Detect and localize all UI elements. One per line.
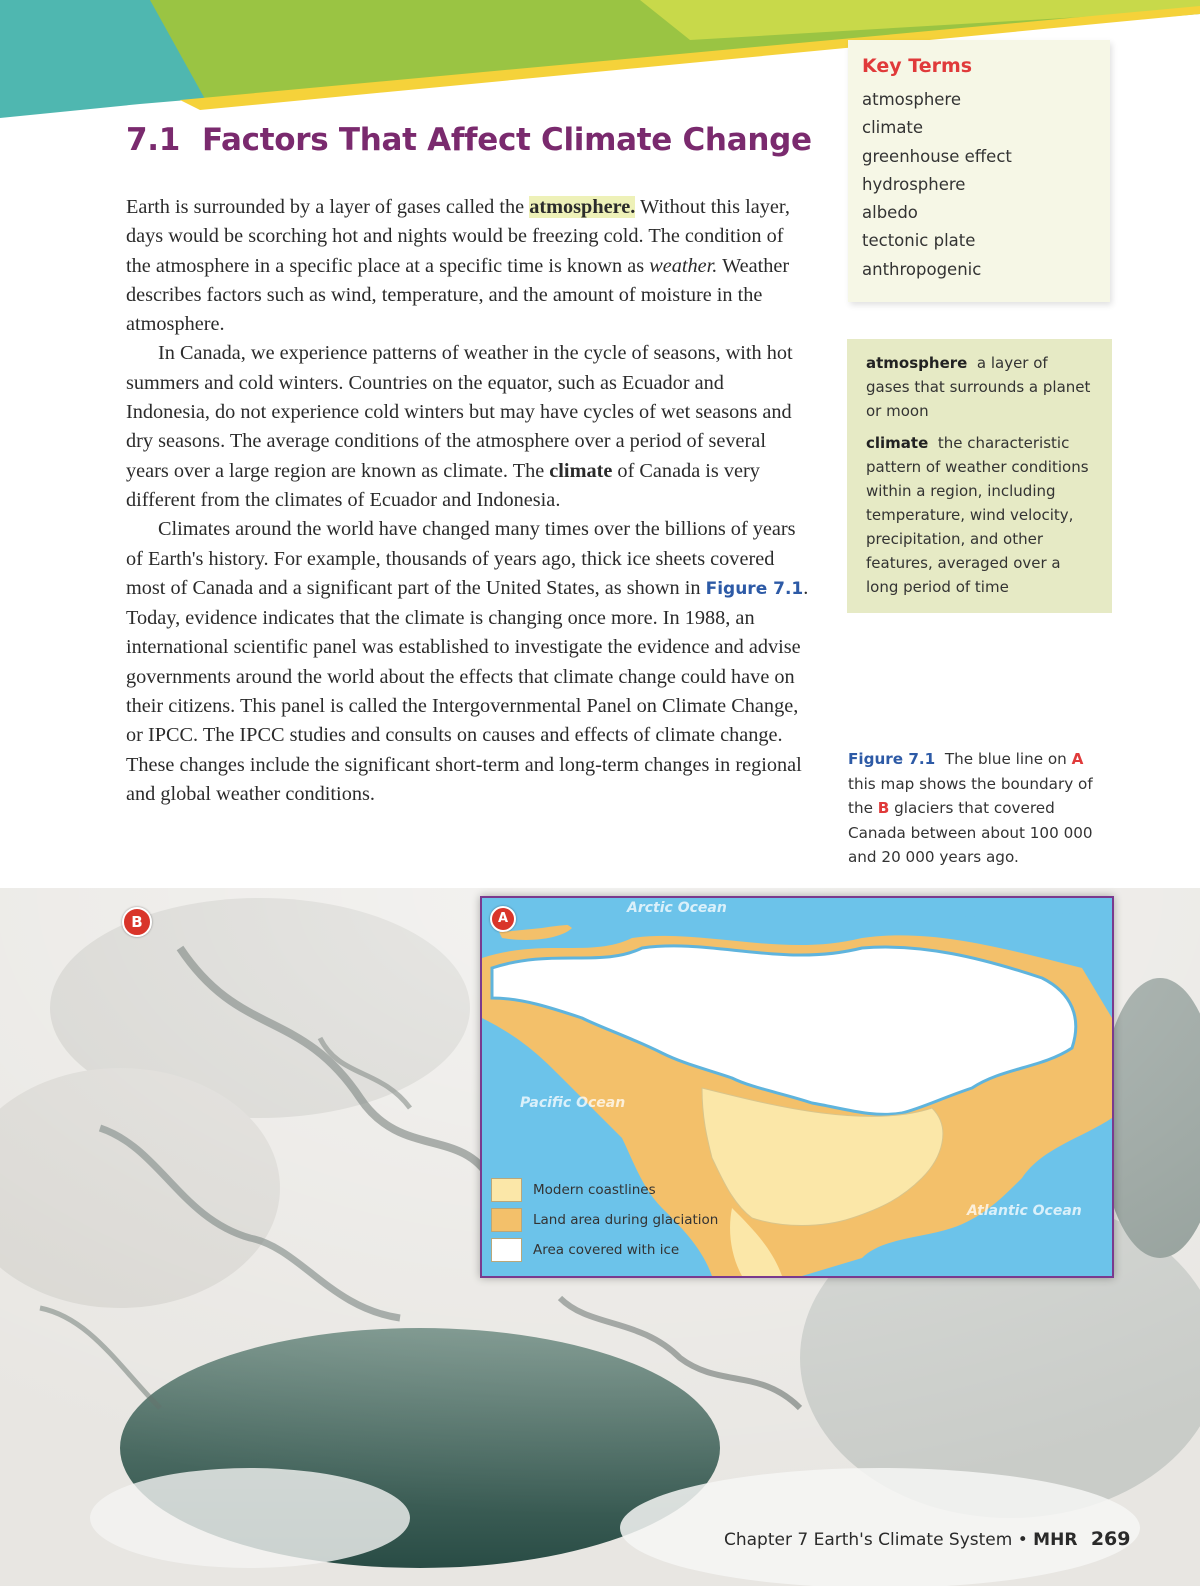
- glossary-box: [847, 339, 1112, 613]
- key-term-item: climate: [862, 118, 924, 138]
- key-terms-list: [862, 86, 1012, 284]
- text-run: . Today, evidence indicates that the climate is changing once more. In 1988, an international scientific panel was established to investigate the evidence and advise governments around the world about the effects that climate change could have on their citizens. This panel is called the Intergovernmental Panel on Climate Change, or IPCC. The IPCC studies and consults on causes and effects of climate change. These changes include the significant short-term and long-term changes in regional and global weather conditions.: [126, 576, 809, 805]
- legend-swatch: [491, 1238, 522, 1262]
- key-term-item: tectonic plate: [862, 231, 976, 251]
- page-number: 269: [1090, 1528, 1131, 1550]
- legend-label: Area covered with ice: [533, 1242, 680, 1258]
- body-text: [126, 193, 811, 809]
- legend-swatch: [491, 1178, 522, 1202]
- legend-item: [491, 1175, 718, 1205]
- section-heading: Factors That Affect Climate Change: [202, 122, 812, 158]
- glossary-entry: [866, 351, 1094, 423]
- section-number: 7.1: [126, 122, 181, 158]
- key-term-item: anthropogenic: [862, 259, 982, 279]
- glossary-term: climate: [866, 434, 929, 452]
- text-run: of Canada is very different from the climates of Ecuador and Indonesia.: [126, 459, 760, 511]
- paragraph-1: [126, 193, 811, 339]
- keyword-climate: climate: [549, 459, 613, 482]
- caption-ref-a: A: [1071, 750, 1084, 768]
- figure-reference-link[interactable]: Figure 7.1: [705, 578, 804, 599]
- marker-a: A: [490, 906, 516, 932]
- figure-caption: [848, 747, 1110, 870]
- legend-item: [491, 1205, 718, 1235]
- paragraph-2: [126, 339, 811, 515]
- term-weather: weather.: [649, 254, 718, 277]
- keyword-atmosphere: atmosphere.: [529, 196, 636, 218]
- footer-publisher: MHR: [1033, 1530, 1078, 1550]
- glossary-entry: [866, 431, 1094, 599]
- key-term-item: albedo: [862, 203, 918, 223]
- text-run: Climates around the world have changed many times over the billions of years of Earth's history. For example, thousands of years ago, thick ice sheets covered most of Canada and a significant part of the United States, as shown in: [126, 518, 796, 599]
- label-pacific-ocean: Pacific Ocean: [520, 1095, 626, 1111]
- key-terms-box: [848, 40, 1110, 302]
- footer-chapter: Chapter 7 Earth's Climate System: [724, 1530, 1013, 1550]
- legend-item: [491, 1235, 718, 1265]
- legend-swatch: [491, 1208, 522, 1232]
- marker-b: B: [122, 907, 152, 937]
- paragraph-3: [126, 515, 811, 809]
- glossary-term: atmosphere: [866, 354, 968, 372]
- text-run: Earth is surrounded by a layer of gases called the: [126, 196, 530, 218]
- label-atlantic-ocean: Atlantic Ocean: [967, 1203, 1082, 1219]
- map-legend: [491, 1175, 718, 1265]
- text-run: Without this layer, days would be scorching hot and nights would be freezing cold. The condition of the atmosphere in a specific place at a specific time is known as: [126, 196, 790, 277]
- text-run: Weather describes factors such as wind, temperature, and the amount of moisture in the atmosphere.: [126, 254, 790, 336]
- key-terms-title: Key Terms: [862, 55, 973, 77]
- caption-ref-b: B: [877, 799, 890, 817]
- section-title: [126, 122, 812, 158]
- glossary-definition: a layer of gases that surrounds a planet or moon: [866, 354, 1091, 420]
- caption-text: this map shows the boundary of the: [848, 774, 1093, 817]
- text-run: In Canada, we experience patterns of weather in the cycle of seasons, with hot summers and cold winters. Countries on the equator, such as Ecuador and Indonesia, do not experience cold winters but may have cycles of wet seasons and dry seasons. The average conditions of the atmosphere over a period of several years over a large region are known as climate. The: [126, 342, 793, 482]
- footer-separator: •: [1017, 1530, 1028, 1550]
- label-arctic-ocean: Arctic Ocean: [627, 900, 727, 916]
- page-footer: [724, 1528, 1131, 1550]
- key-term-item: greenhouse effect: [862, 146, 1012, 166]
- legend-label: Modern coastlines: [533, 1182, 656, 1198]
- legend-label: Land area during glaciation: [533, 1212, 719, 1228]
- caption-text: glaciers that covered Canada between about 100 000 and 20 000 years ago.: [848, 799, 1093, 866]
- key-term-item: hydrosphere: [862, 174, 966, 194]
- glaciation-map: [480, 896, 1114, 1278]
- key-term-item: atmosphere: [862, 90, 961, 109]
- caption-text: The blue line on: [944, 750, 1067, 768]
- figure-label: Figure 7.1: [848, 750, 936, 768]
- glossary-definition: the characteristic pattern of weather conditions within a region, including temperature, wind velocity, precipitation, and other features, averaged over a long period of time: [866, 434, 1089, 596]
